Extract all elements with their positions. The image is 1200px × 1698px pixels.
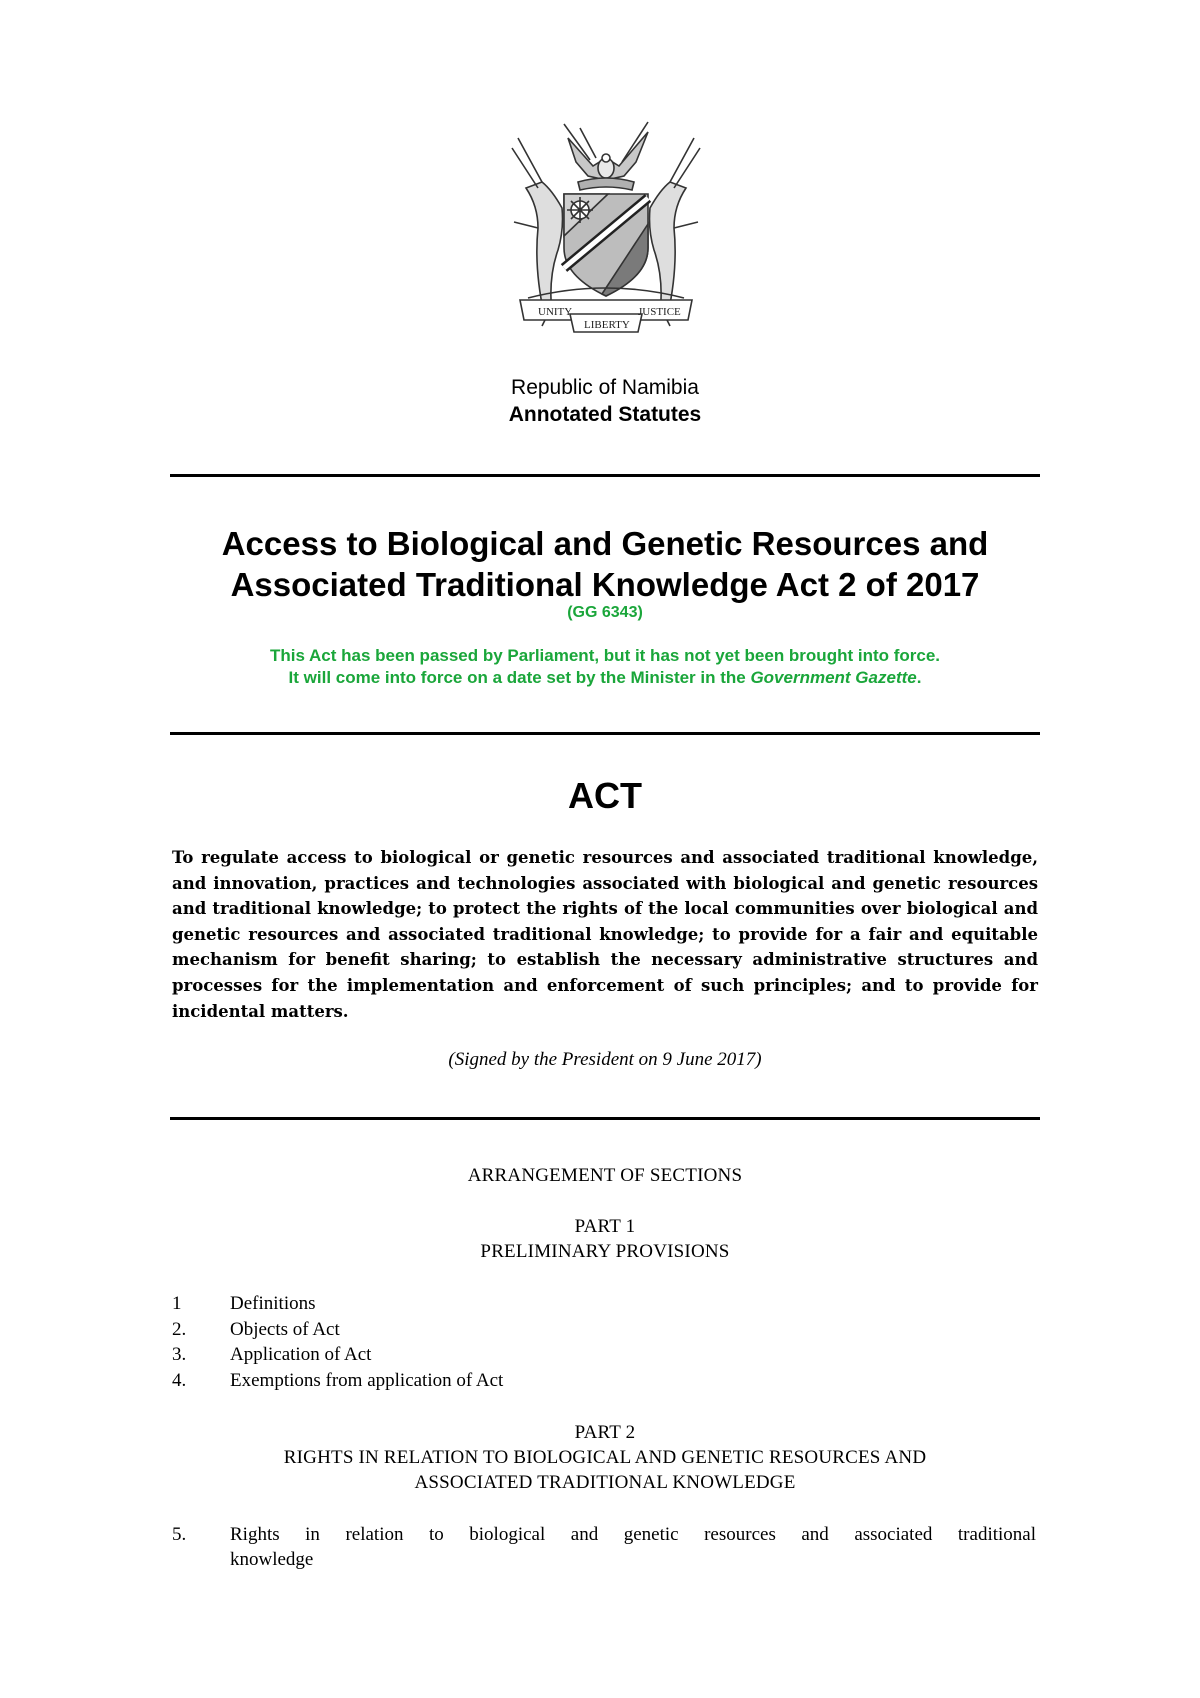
section-number: 4.: [172, 1370, 187, 1391]
section-title: Definitions: [230, 1293, 316, 1314]
section-title: [230, 1522, 1036, 1572]
act-title-line: Associated Traditional Knowledge Act 2 of 2017: [230, 566, 980, 603]
motto-text: JUSTICE: [638, 306, 681, 318]
part-label: PART 1: [574, 1216, 636, 1237]
part-title: ASSOCIATED TRADITIONAL KNOWLEDGE: [414, 1472, 796, 1493]
part-label: PART 2: [574, 1422, 636, 1443]
arrangement-heading: ARRANGEMENT OF SECTIONS: [467, 1165, 743, 1186]
notice-text: It will come into force on a date set by the Minister in the: [288, 668, 751, 687]
divider: [170, 1117, 1040, 1120]
annotated-statutes-label: Annotated Statutes: [508, 403, 702, 426]
commencement-notice: [170, 645, 1040, 689]
divider: [170, 474, 1040, 477]
divider: [170, 732, 1040, 735]
section-number: 3.: [172, 1344, 187, 1365]
section-title-line: Rights in relation to biological and genetic resources and associated traditional: [230, 1524, 1036, 1545]
section-title: Exemptions from application of Act: [230, 1370, 504, 1391]
motto-text: LIBERTY: [584, 319, 630, 331]
coat-of-arms-icon: [498, 118, 714, 344]
notice-line: This Act has been passed by Parliament, but it has not yet been brought into force.: [269, 646, 941, 665]
section-number: 1: [172, 1293, 182, 1314]
notice-text: .: [916, 668, 922, 687]
signed-note: (Signed by the President on 9 June 2017): [448, 1049, 762, 1070]
act-heading: ACT: [568, 775, 642, 816]
section-title-line: knowledge: [230, 1549, 314, 1570]
motto-text: UNITY: [538, 306, 573, 318]
section-title: Objects of Act: [230, 1319, 340, 1340]
act-title: [170, 523, 1040, 605]
section-number: 5.: [172, 1524, 187, 1545]
part-title: RIGHTS IN RELATION TO BIOLOGICAL AND GENETIC RESOURCES AND: [283, 1447, 927, 1468]
long-title: To regulate access to biological or genetic resources and associated traditional knowledge, and innovation, practices and technologies associated with biological and genetic resources and traditional knowledge; to protect the rights of the local communities over biological and genetic resources and associated traditional knowledge; to provide for a fair and equitable mechanism for benefit sharing; to establish the necessary administrative structures and processes for the implementation and enforcement of such principles; and to provide for incidental matters.: [172, 848, 1038, 1021]
section-number: 2.: [172, 1319, 187, 1340]
part-title: PRELIMINARY PROVISIONS: [480, 1241, 730, 1262]
gazette-reference: (GG 6343): [567, 604, 643, 621]
notice-gazette-name: Government Gazette: [750, 668, 917, 687]
republic-label: Republic of Namibia: [511, 376, 699, 399]
notice-line: [170, 667, 1040, 689]
act-title-line: Access to Biological and Genetic Resources and: [221, 525, 989, 562]
section-title: Application of Act: [230, 1344, 372, 1365]
